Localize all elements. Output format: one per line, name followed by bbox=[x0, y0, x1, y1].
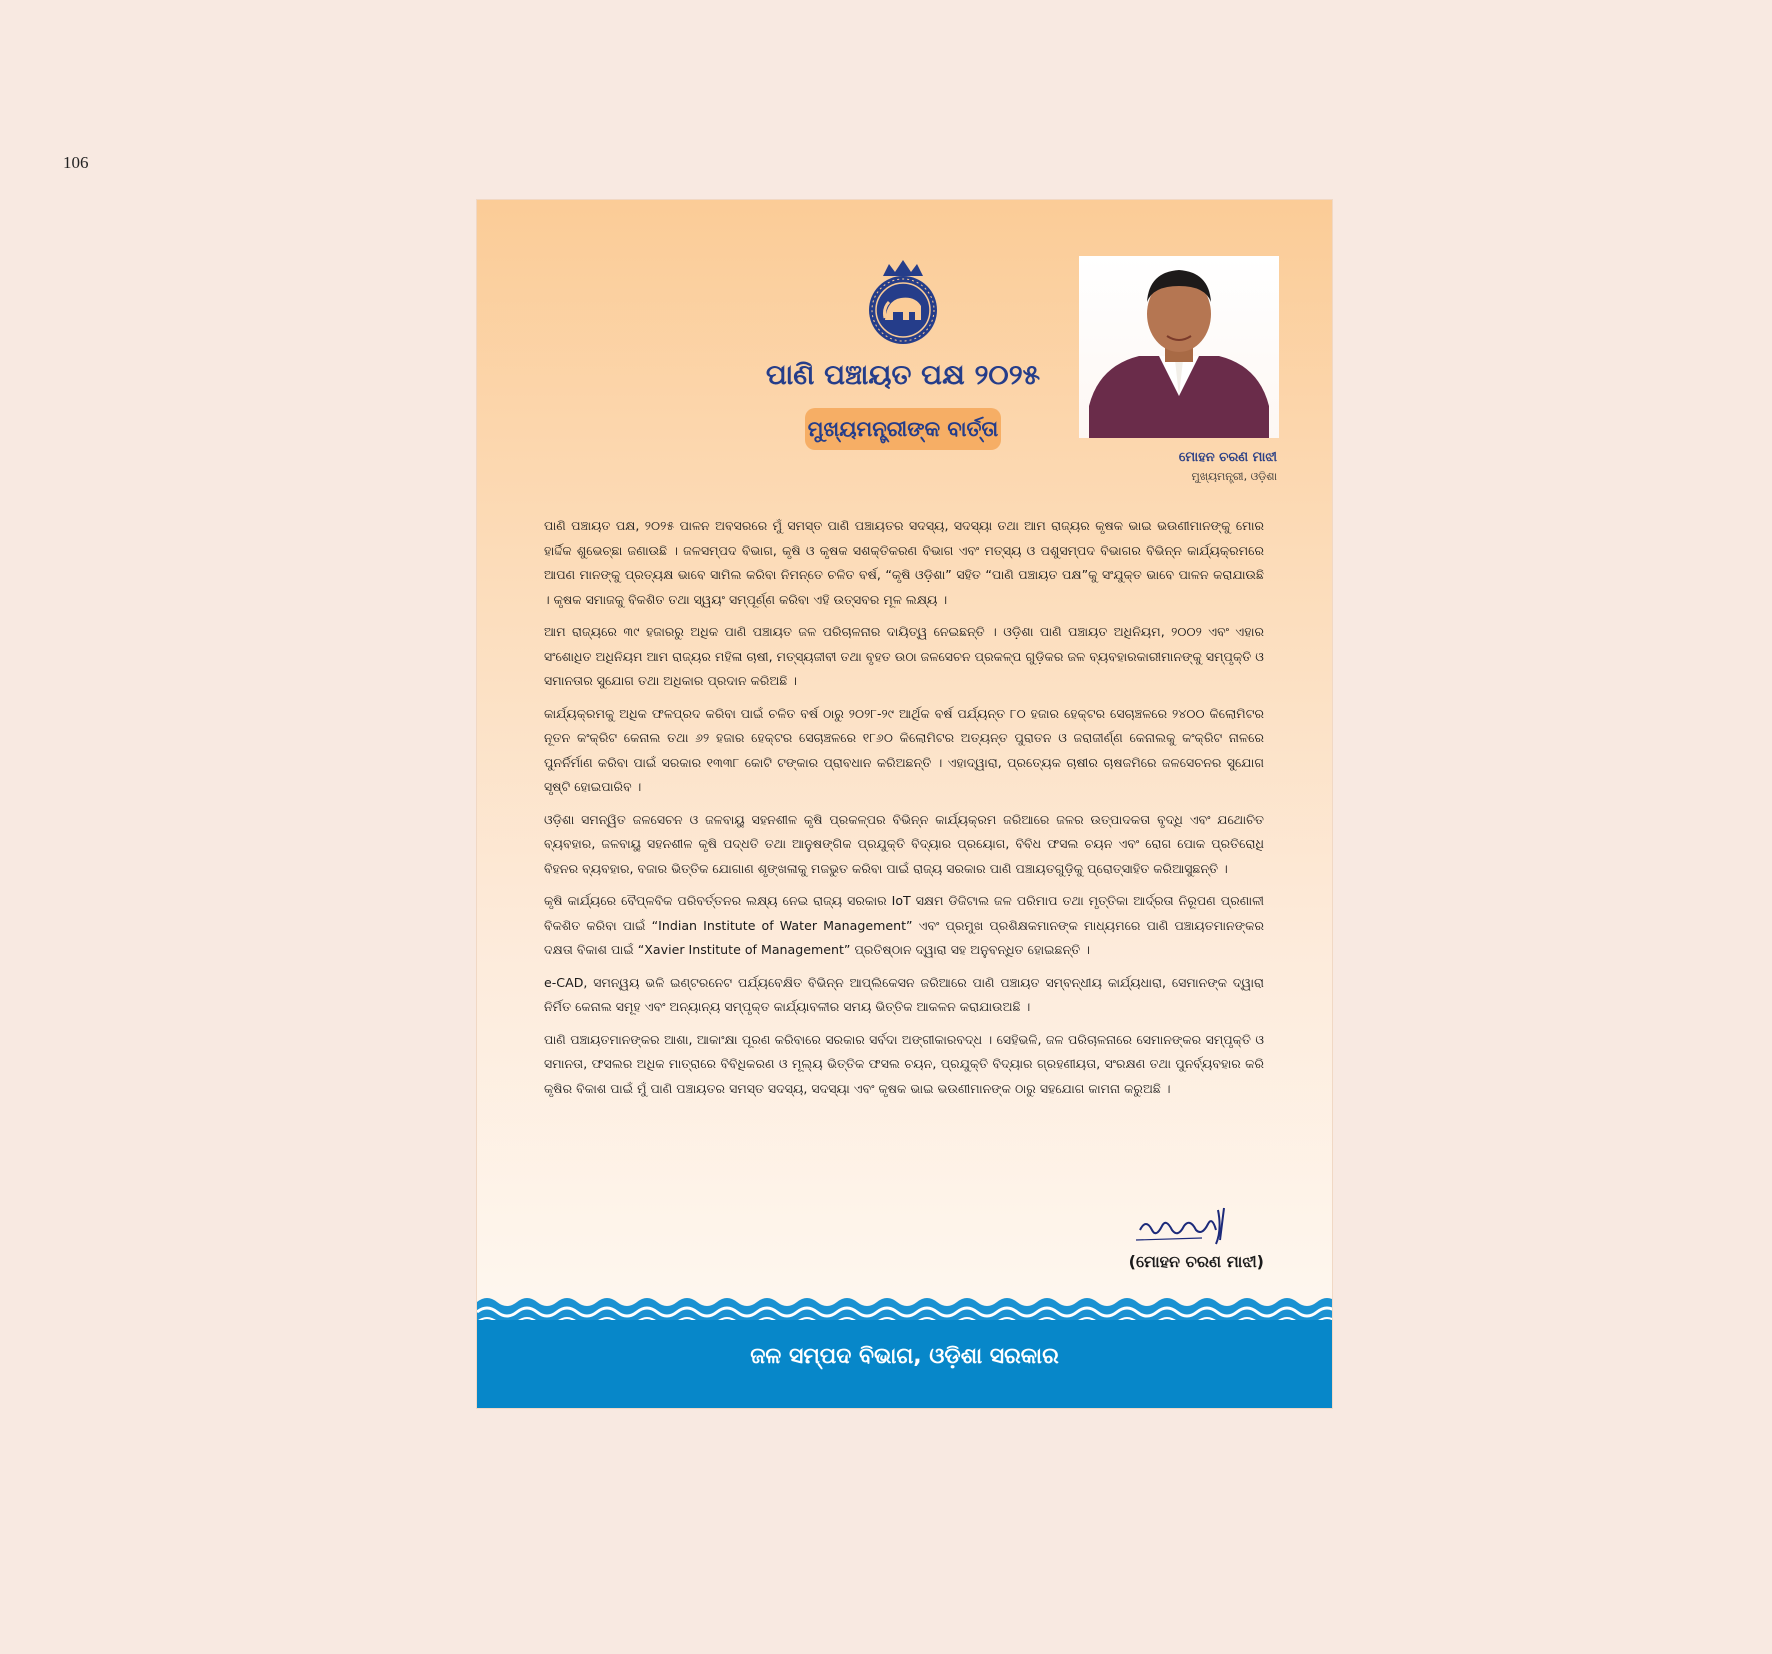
person-designation: ମୁଖ୍ୟମନ୍ତ୍ରୀ, ଓଡ଼ିଶା bbox=[1191, 470, 1277, 483]
paragraph: ପାଣି ପଞ୍ଚାୟତମାନଙ୍କର ଆଶା, ଆକାଂକ୍ଷା ପୂରଣ କରିବାରେ ସରକାର ସର୍ବଦା ଅଙ୍ଗୀକାରବଦ୍ଧ । ସେହିଭଳି, ଜଳ ପରିଚାଳନାରେ ସେମାନଙ୍କର ସମ୍ପୃକ୍ତି ଓ ସମାନତା, ଫସଲର ଅଧିକ ମାତ୍ରାରେ ବିବିଧିକରଣ ଓ ମୂଲ୍ୟ ଭିତ୍ତିକ ଫସଲ ଚୟନ, ପ୍ରଯୁକ୍ତି ବିଦ୍ୟାର ଗ୍ରହଣୀୟତା, ସଂରକ୍ଷଣ ତଥା ପୁନର୍ବ୍ୟବହାର କରି କୃଷିର ବିକାଶ ପାଇଁ ମୁଁ ପାଣି ପଞ୍ଚାୟତର ସମସ୍ତ ସଦସ୍ୟ, ସଦସ୍ୟା ଏବଂ କୃଷକ ଭାଇ ଭଉଣୀମାନଙ୍କ ଠାରୁ ସହଯୋଗ କାମନା କରୁଅଛି । bbox=[544, 1031, 1264, 1096]
message-body bbox=[544, 514, 1264, 1109]
signature-icon bbox=[1132, 1200, 1242, 1250]
person-name: ମୋହନ ଚରଣ ମାଝୀ bbox=[1178, 450, 1277, 465]
page-title: ପାଣି ପଞ୍ଚାୟତ ପକ୍ଷ ୨୦୨୫ bbox=[765, 358, 1041, 391]
odisha-emblem-icon bbox=[863, 258, 943, 346]
paragraph: ଆମ ରାଜ୍ୟରେ ୩୯ ହଜାରରୁ ଅଧିକ ପାଣି ପଞ୍ଚାୟତ ଜଳ ପରିଚାଳନାର ଦାୟିତ୍ୱ ନେଇଛନ୍ତି । ଓଡ଼ିଶା ପାଣି ପଞ୍ଚାୟତ ଅଧିନିୟମ, ୨୦୦୨ ଏବଂ ଏହାର ସଂଶୋଧିତ ଅଧିନିୟମ ଆମ ରାଜ୍ୟର ମହିଳା ଚାଷୀ, ମତ୍ସ୍ୟଜୀବୀ ତଥା ବୃହତ ଉଠା ଜଳସେଚନ ପ୍ରକଳ୍ପ ଗୁଡ଼ିକର ଜଳ ବ୍ୟବହାରକାରୀମାନଙ୍କୁ ସମ୍ପୃକ୍ତି ଓ ସମାନତାର ସୁଯୋଗ ତଥା ଅଧିକାର ପ୍ରଦାନ କରିଅଛି । bbox=[544, 624, 1264, 688]
portrait-photo bbox=[1079, 256, 1279, 438]
paragraph: ପାଣି ପଞ୍ଚାୟତ ପକ୍ଷ, ୨୦୨୫ ପାଳନ ଅବସରରେ ମୁଁ ସମସ୍ତ ପାଣି ପଞ୍ଚାୟତର ସଦସ୍ୟ, ସଦସ୍ୟା ତଥା ଆମ ରାଜ୍ୟର କୃଷକ ଭାଇ ଭଉଣୀମାନଙ୍କୁ ମୋର ହାର୍ଦ୍ଦିକ ଶୁଭେଚ୍ଛା ଜଣାଉଛି । ଜଳସମ୍ପଦ ବିଭାଗ, କୃଷି ଓ କୃଷକ ସଶକ୍ତିକରଣ ବିଭାଗ ଏବଂ ମତ୍ସ୍ୟ ଓ ପଶୁସମ୍ପଦ ବିଭାଗର ବିଭିନ୍ନ କାର୍ଯ୍ୟକ୍ରମରେ ଆପଣ ମାନଙ୍କୁ ପ୍ରତ୍ୟକ୍ଷ ଭାବେ ସାମିଲ କରିବା ନିମନ୍ତେ ଚଳିତ ବର୍ଷ, “କୃଷି ଓଡ଼ିଶା” ସହିତ “ପାଣି ପଞ୍ଚାୟତ ପକ୍ଷ”କୁ ସଂଯୁକ୍ତ ଭାବେ ପାଳନ କରାଯାଉଛି । କୃଷକ ସମାଜକୁ ବିକଶିତ ତଥା ସ୍ୱୟଂ ସମ୍ପୂର୍ଣ୍ଣ କରିବା ଏହି ଉତ୍ସବର ମୂଳ ଲକ୍ଷ୍ୟ । bbox=[544, 518, 1265, 607]
paragraph: କୃଷି କାର୍ଯ୍ୟରେ ବୈପ୍ଳବିକ ପରିବର୍ତ୍ତନର ଲକ୍ଷ୍ୟ ନେଇ ରାଜ୍ୟ ସରକାର IoT ସକ୍ଷମ ଡିଜିଟାଲ ଜଳ ପରିମାପ ତଥା ମୃତ୍ତିକା ଆର୍ଦ୍ରତା ନିରୂପଣ ପ୍ରଣାଳୀ ବିକଶିତ କରିବା ପାଇଁ “Indian Institute of Water Management” ଏବଂ ପ୍ରମୁଖ ପ୍ରଶିକ୍ଷକମାନଙ୍କ ମାଧ୍ୟମରେ ପାଣି ପଞ୍ଚାୟତମାନଙ୍କର ଦକ୍ଷତା ବିକାଶ ପାଇଁ “Xavier Institute of Management” ପ୍ରତିଷ୍ଠାନ ଦ୍ୱାରା ସହ ଅନୁବନ୍ଧିତ ହୋଇଛନ୍ତି । bbox=[544, 893, 1264, 957]
advertisement bbox=[477, 200, 1332, 1408]
paragraph: କାର୍ଯ୍ୟକ୍ରମକୁ ଅଧିକ ଫଳପ୍ରଦ କରିବା ପାଇଁ ଚଳିତ ବର୍ଷ ଠାରୁ ୨୦୨୮-୨୯ ଆର୍ଥିକ ବର୍ଷ ପର୍ଯ୍ୟନ୍ତ ୮୦ ହଜାର ହେକ୍ଟର ସେଚାଞ୍ଚଳରେ ୨୪୦୦ କିଲୋମିଟର ନୂତନ କଂକ୍ରିଟ କେନାଲ ତଥା ୬୨ ହଜାର ହେକ୍ଟର ସେଚାଞ୍ଚଳରେ ୧୮୬୦ କିଲୋମିଟର ଅତ୍ୟନ୍ତ ପୁରାତନ ଓ ଜରାଜୀର୍ଣ୍ଣ କେନାଲକୁ କଂକ୍ରିଟ ନାଳରେ ପୁନର୍ନିର୍ମାଣ କରିବା ପାଇଁ ସରକାର ୧୩୩୮ କୋଟି ଟଙ୍କାର ପ୍ରାବଧାନ କରିଅଛନ୍ତି । ଏହାଦ୍ୱାରା, ପ୍ରତ୍ୟେକ ଚାଷୀର ଚାଷଜମିରେ ଜଳସେଚନର ସୁଯୋଗ ସୃଷ୍ଟି ହୋଇପାରିବ । bbox=[544, 705, 1264, 794]
paragraph: ଓଡ଼ିଶା ସମନ୍ୱିତ ଜଳସେଚନ ଓ ଜଳବାୟୁ ସହନଶୀଳ କୃଷି ପ୍ରକଳ୍ପର ବିଭିନ୍ନ କାର୍ଯ୍ୟକ୍ରମ ଜରିଆରେ ଜଳର ଉତ୍ପାଦକତା ବୃଦ୍ଧି ଏବଂ ଯଥୋଚିତ ବ୍ୟବହାର, ଜଳବାୟୁ ସହନଶୀଳ କୃଷି ପଦ୍ଧତି ତଥା ଆନୁଷଙ୍ଗିକ ପ୍ରଯୁକ୍ତି ବିଦ୍ୟାର ପ୍ରୟୋଗ, ବିବିଧ ଫସଲ ଚୟନ ଏବଂ ରୋଗ ପୋକ ପ୍ରତିରୋଧି ବିହନର ବ୍ୟବହାର, ବଜାର ଭିତ୍ତିକ ଯୋଗାଣ ଶୃଙ୍ଖଳାକୁ ମଜଭୁତ କରିବା ପାଇଁ ରାଜ୍ୟ ସରକାର ପାଣି ପଞ୍ଚାୟତଗୁଡ଼ିକୁ ପ୍ରୋତ୍ସାହିତ କରିଆସୁଛନ୍ତି । bbox=[544, 811, 1264, 876]
subtitle-badge: ମୁଖ୍ୟମନ୍ତ୍ରୀଙ୍କ ବାର୍ତ୍ତା bbox=[805, 408, 1001, 450]
closing-name: (ମୋହନ ଚରଣ ମାଝୀ) bbox=[1128, 1252, 1264, 1271]
person-silhouette bbox=[1079, 256, 1279, 438]
paragraph: e-CAD, ସମନ୍ୱୟ ଭଳି ଇଣ୍ଟରନେଟ ପର୍ଯ୍ୟବେକ୍ଷିତ ବିଭିନ୍ନ ଆପ୍ଲିକେସନ ଜରିଆରେ ପାଣି ପଞ୍ଚାୟତ ସମ୍ବନ୍ଧୀୟ କାର୍ଯ୍ୟଧାରା, ସେମାନଙ୍କ ଦ୍ୱାରା ନିର୍ମିତ କେନାଲ ସମୂହ ଏବଂ ଅନ୍ୟାନ୍ୟ ସମ୍ପୃକ୍ତ କାର୍ଯ୍ୟାବଳୀର ସମୟ ଭିତ୍ତିକ ଆକଳନ କରାଯାଉଅଛି । bbox=[544, 974, 1264, 1014]
footer-text: ଜଳ ସମ୍ପଦ ବିଭାଗ, ଓଡ଼ିଶା ସରକାର bbox=[750, 1344, 1059, 1369]
page-number: 106 bbox=[63, 153, 89, 172]
